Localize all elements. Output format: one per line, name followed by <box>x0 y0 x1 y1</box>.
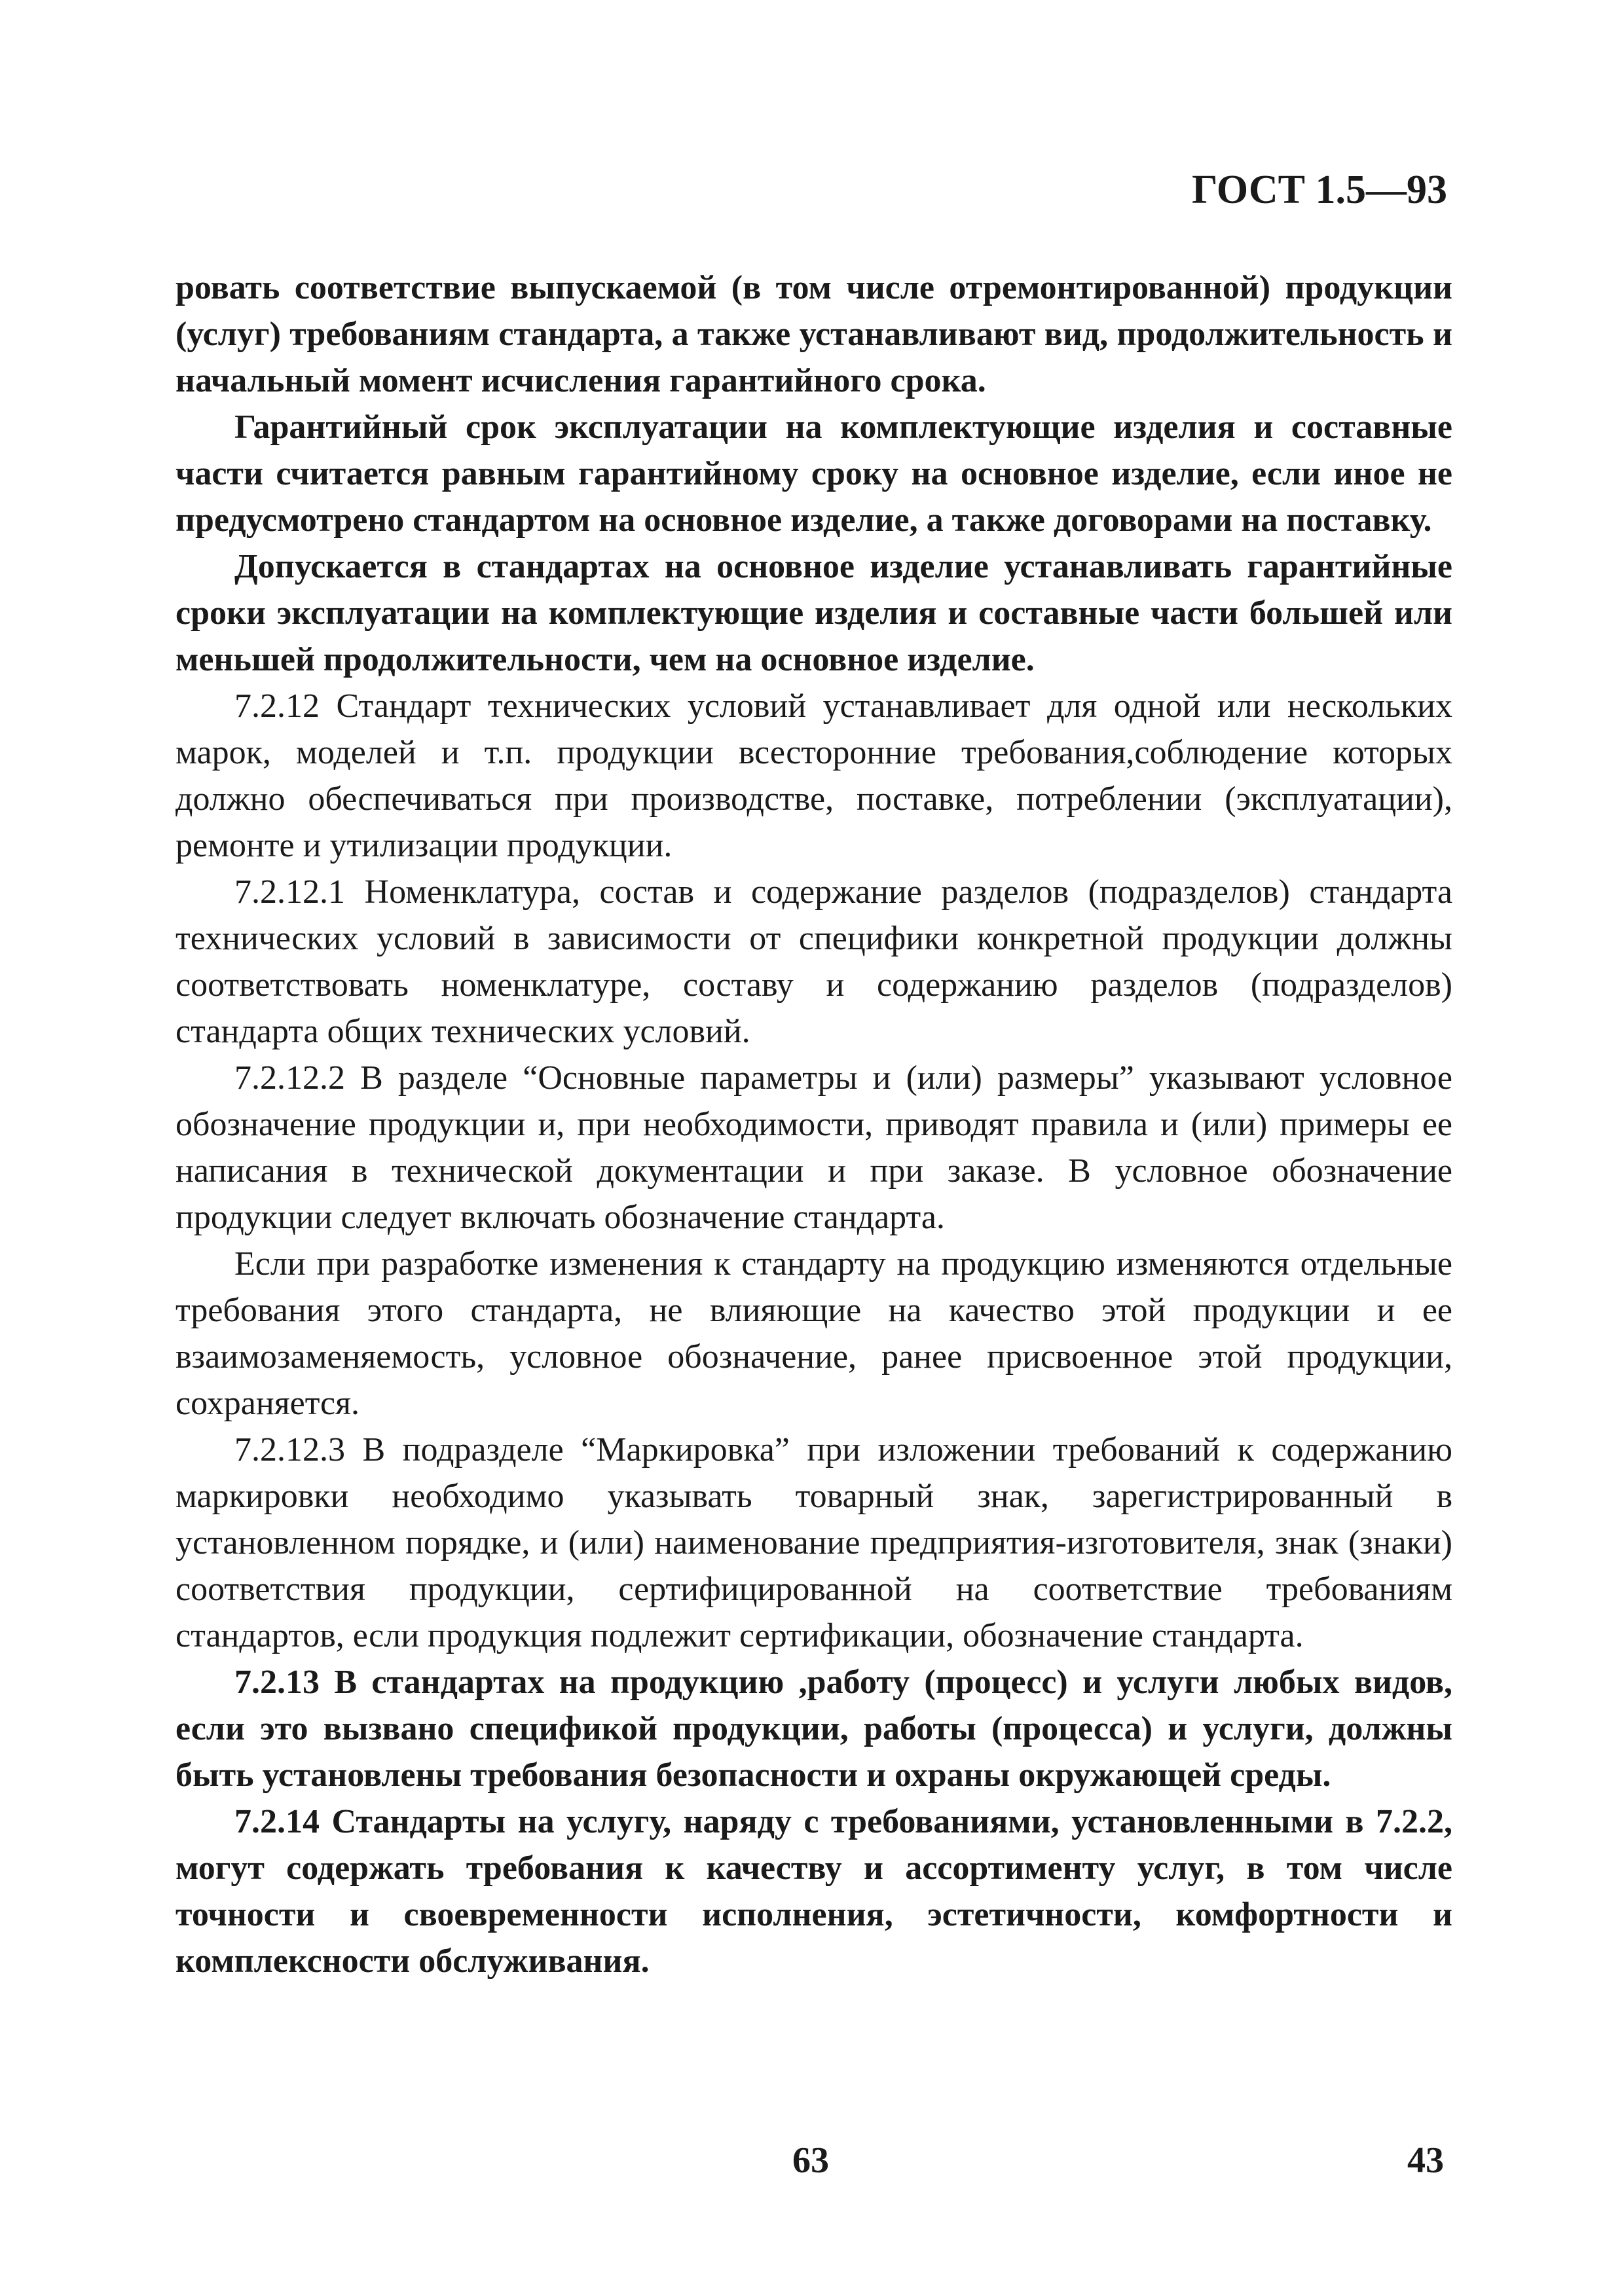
paragraph-7-2-12-1: 7.2.12.1 Номенклатура, состав и содержание разделов (подразделов) стандарта технических условий в зависимости от специфики конкретной продукции должны соответствовать номенклатуре, составу и содержанию разделов (подразделов) стандарта общих технических условий. <box>175 873 1452 1050</box>
paragraph-7-2-14: 7.2.14 Стандарты на услугу, наряду с требованиями, установленными в 7.2.2, могут содержать требования к качеству и ассортименту услуг, в том числе точности и своевременности исполнения, эстетичности, комфортности и комплексности обслуживания. <box>175 1803 1452 1980</box>
paragraph-7-2-12: 7.2.12 Стандарт технических условий устанавливает для одной или нескольких марок, моделей и т.п. продукции всесторонние требования,соблюдение которых должно обеспечиваться при производстве, поставке, потреблении (эксплуатации), ремонте и утилизации продукции. <box>175 687 1452 864</box>
document-body <box>175 264 1452 1984</box>
paragraph-warranty-components: Гарантийный срок эксплуатации на комплектующие изделия и составные части считается равным гарантийному сроку на основное изделие, если иное не предусмотрено стандартом на основное изделие, а также договорами на поставку. <box>175 409 1452 539</box>
paragraph-amendment-designation: Если при разработке изменения к стандарту на продукцию изменяются отдельные требования этого стандарта, не влияющие на качество этой продукции и ее взаимозаменяемость, условное обозначение, ранее присвоенное этой продукции, сохраняется. <box>175 1245 1452 1422</box>
paragraph-continuation: ровать соответствие выпускаемой (в том числе отремонтированной) продукции (услуг) требованиям стандарта, а также устанавливают вид, продолжительность и начальный момент исчисления гарантийного срока. <box>175 269 1452 399</box>
standard-code-header: ГОСТ 1.5—93 <box>1191 168 1447 212</box>
paragraph-7-2-12-3: 7.2.12.3 В подразделе “Маркировка” при изложении требований к содержанию маркировки необходимо указывать товарный знак, зарегистрированный в установленном порядке, и (или) наименование предприятия-изготовителя, знак (знаки) соответствия продукции, сертифицированной на соответствие требованиям стандартов, если продукция подлежит сертификации, обозначение стандарта. <box>175 1431 1452 1654</box>
paragraph-7-2-13: 7.2.13 В стандартах на продукцию ,работу (процесс) и услуги любых видов, если это вызвано спецификой продукции, работы (процесса) и услуги, должны быть установлены требования безопасности и охраны окружающей среды. <box>175 1664 1452 1794</box>
page-number-right: 43 <box>1407 2140 1444 2181</box>
paragraph-warranty-duration: Допускается в стандартах на основное изделие устанавливать гарантийные сроки эксплуатации на комплектующие изделия и составные части большей или меньшей продолжительности, чем на основное изделие. <box>175 548 1452 678</box>
page-number-center: 63 <box>792 2140 829 2181</box>
paragraph-7-2-12-2: 7.2.12.2 В разделе “Основные параметры и (или) размеры” указывают условное обозначение продукции и, при необходимости, приводят правила и (или) примеры ее написания в технической документации и при заказе. В условное обозначение продукции следует включать обозначение стандарта. <box>175 1059 1452 1236</box>
